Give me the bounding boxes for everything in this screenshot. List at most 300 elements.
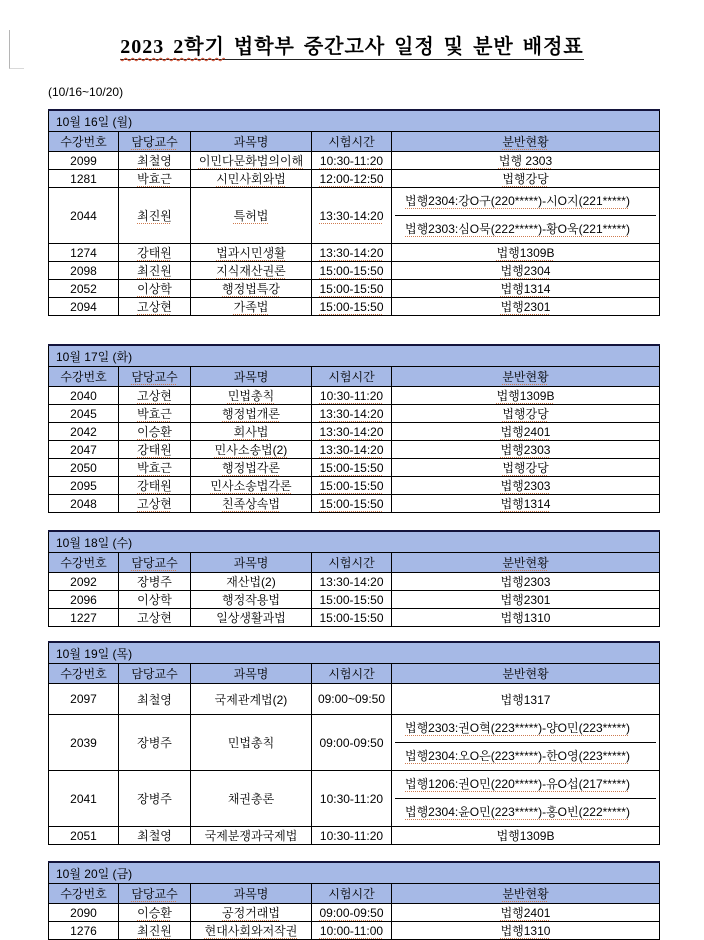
cell-subject [191,771,312,827]
column-header [392,884,660,904]
table-row [49,387,660,405]
table-row [49,609,660,627]
day-header-row [49,345,660,367]
day-header: 10월 16일 (월) [49,110,660,132]
title-year-term: 2023 2학기 [120,36,225,58]
cell-room-assignment [392,715,660,771]
column-header-label: 과목명 [233,667,269,681]
cell-professor [119,477,191,495]
cell-subject [191,459,312,477]
cell-professor [119,244,191,262]
column-header-row [49,884,660,904]
table-row [49,405,660,423]
cell-subject [191,609,312,627]
exam-time: 15:00-15:50 [319,460,384,475]
room-assignment-line [395,715,656,742]
subject-name: 국제분쟁과국제법 [204,829,298,843]
subject-name: 행정법특강 [222,282,280,296]
column-header [392,664,660,684]
professor-name: 최철영 [137,154,172,168]
column-header-label: 시험시간 [328,370,375,384]
column-header [119,132,191,152]
cell-course-code: 2041 [49,771,119,827]
cell-course-code: 2099 [49,152,119,170]
cell-professor [119,298,191,316]
cell-subject [191,405,312,423]
cell-course-code: 2050 [49,459,119,477]
subject-name: 이민다문화법의이해 [198,154,304,168]
cell-course-code: 1281 [49,170,119,188]
cell-room-assignment [392,298,660,316]
room-assignment-text: 법행2304 [500,264,551,278]
cell-professor [119,904,191,922]
column-header [312,884,392,904]
cell-exam-time [312,771,392,827]
title-rest: 법학부 중간고사 일정 및 분반 배정표 [224,36,584,58]
professor-name: 장병주 [137,575,172,589]
cell-room-assignment [392,244,660,262]
room-assignment-line [395,798,656,826]
cell-course-code: 2095 [49,477,119,495]
column-header [49,884,119,904]
cell-subject [191,827,312,845]
column-header [392,367,660,387]
day-header-row [49,642,660,664]
room-assignment-text: 법행2304:오O은(223*****)-한O영(223*****) [405,749,630,763]
cell-room-assignment [392,405,660,423]
cell-subject [191,573,312,591]
cell-exam-time [312,495,392,513]
cell-room-assignment [392,387,660,405]
exam-time: 13:30-14:20 [319,424,384,439]
room-assignment-text: 법행1314 [500,497,551,511]
document-page [0,30,704,938]
subject-name: 민사소송법(2) [214,443,288,457]
subject-name: 특허법 [233,209,269,223]
column-header-label: 시험시간 [328,556,375,570]
room-assignment-text: 법행 2303 [498,154,553,168]
room-assignment-text: 법행1314 [500,282,551,296]
cell-professor [119,922,191,940]
exam-time: 15:00-15:50 [319,610,384,625]
subject-name: 행정작용법 [222,593,280,607]
cell-course-code: 2045 [49,405,119,423]
exam-time: 15:00-15:50 [319,478,384,493]
cell-subject [191,715,312,771]
column-header [49,553,119,573]
cell-exam-time [312,298,392,316]
cell-room-assignment [392,495,660,513]
cell-course-code: 2097 [49,684,119,715]
exam-time: 10:30-11:20 [319,153,384,168]
exam-time: 10:30-11:20 [319,388,384,403]
subject-name: 가족법 [233,300,269,314]
table-row [49,715,660,771]
cell-professor [119,387,191,405]
table-row [49,244,660,262]
subject-name: 시민사회와법 [216,172,286,186]
cell-exam-time [312,609,392,627]
exam-table [48,861,660,940]
exam-time: 15:00-15:50 [319,263,384,278]
exam-time: 15:00-15:50 [319,592,384,607]
professor-name: 박효근 [137,407,172,421]
professor-name: 최진원 [137,924,172,938]
cell-subject [191,244,312,262]
cell-room-assignment [392,591,660,609]
room-assignment-text: 법행2303 [500,443,551,457]
exam-time: 10:30-11:20 [319,791,384,806]
professor-name: 이상학 [137,282,172,296]
cell-professor [119,495,191,513]
cell-exam-time [312,715,392,771]
exam-table [48,344,660,513]
room-assignment-text: 법행2303 [500,479,551,493]
cell-course-code: 1274 [49,244,119,262]
day-header-row [49,531,660,553]
cell-professor [119,405,191,423]
room-assignment-line [395,771,656,798]
table-row [49,170,660,188]
room-assignment-text: 법행1206:권O민(220*****)-유O섭(217*****) [405,777,630,791]
room-assignment-text: 법행강당 [502,407,549,421]
exam-time: 13:30-14:20 [319,574,384,589]
cell-subject [191,904,312,922]
cell-course-code: 2047 [49,441,119,459]
column-header-label: 수강번호 [60,370,107,384]
professor-name: 강태원 [137,443,172,457]
exam-time: 15:00-15:50 [319,496,384,511]
exam-time: 10:30-11:20 [319,828,384,843]
cell-room-assignment [392,573,660,591]
cell-room-assignment [392,684,660,715]
column-header [191,884,312,904]
cell-subject [191,280,312,298]
room-assignment-text: 법행1310 [500,924,551,938]
table-row [49,262,660,280]
table-row [49,280,660,298]
cell-subject [191,441,312,459]
column-header [312,664,392,684]
room-assignment-text: 법행1310 [500,611,551,625]
room-assignment-text: 법행강당 [502,172,549,186]
cell-exam-time [312,188,392,244]
professor-name: 이상학 [137,593,172,607]
cell-subject [191,922,312,940]
room-assignment-text: 법행2304:윤O민(223*****)-홍O빈(222*****) [405,805,630,819]
exam-tables-container [48,109,659,940]
column-header [119,884,191,904]
column-header [119,553,191,573]
cell-subject [191,591,312,609]
table-row [49,591,660,609]
cell-professor [119,591,191,609]
cell-course-code: 2040 [49,387,119,405]
cell-exam-time [312,170,392,188]
column-header-label: 담당교수 [131,135,178,149]
room-assignment-text: 법행2401 [500,425,551,439]
professor-name: 고상현 [137,300,172,314]
exam-time: 15:00-15:50 [319,299,384,314]
cell-professor [119,170,191,188]
table-row [49,922,660,940]
column-header-row [49,664,660,684]
day-header-row [49,862,660,884]
exam-time: 12:00-12:50 [319,171,384,186]
cell-room-assignment [392,827,660,845]
cell-professor [119,152,191,170]
subject-name: 행정법개론 [222,407,280,421]
date-range: (10/16~10/20) [48,85,124,99]
cell-room-assignment [392,904,660,922]
column-header-row [49,132,660,152]
cell-subject [191,152,312,170]
cell-course-code: 1276 [49,922,119,940]
exam-time: 13:30-14:20 [319,208,384,223]
subject-name: 친족상속법 [222,497,280,511]
cell-professor [119,188,191,244]
table-row [49,423,660,441]
table-row [49,495,660,513]
exam-time: 10:00-11:00 [319,923,384,938]
cell-exam-time [312,684,392,715]
cell-professor [119,715,191,771]
cell-professor [119,280,191,298]
cell-professor [119,684,191,715]
table-row [49,298,660,316]
cell-room-assignment [392,188,660,244]
cell-course-code: 2052 [49,280,119,298]
cell-subject [191,684,312,715]
room-assignment-line [395,742,656,770]
cell-exam-time [312,573,392,591]
professor-name: 박효근 [137,172,172,186]
column-header-row [49,367,660,387]
professor-name: 장병주 [137,736,172,750]
room-assignment-text: 법행2401 [500,906,551,920]
professor-name: 장병주 [137,792,172,806]
cell-professor [119,459,191,477]
professor-name: 고상현 [137,611,172,625]
room-assignment-text: 법행2303:권O혁(223*****)-양O민(223*****) [405,721,630,735]
column-header-label: 수강번호 [60,887,107,901]
professor-name: 최진원 [137,264,172,278]
page-corner-mark [9,30,24,69]
column-header [312,553,392,573]
column-header-label: 분반현황 [502,556,549,570]
column-header [191,553,312,573]
professor-name: 최철영 [137,692,172,707]
column-header-row [49,553,660,573]
cell-course-code: 2042 [49,423,119,441]
room-assignment-line [395,215,656,243]
cell-exam-time [312,441,392,459]
cell-exam-time [312,262,392,280]
professor-name: 최철영 [137,829,172,843]
day-header: 10월 18일 (수) [49,531,660,553]
room-assignment-text: 법행2301 [500,593,551,607]
table-row [49,684,660,715]
room-assignment-text: 법행2304:강O구(220*****)-시O지(221*****) [405,194,630,208]
room-assignment-text: 법행1317 [500,692,551,707]
table-row [49,771,660,827]
subject-name: 국제관계법(2) [214,692,288,707]
column-header-label: 분반현황 [502,887,549,901]
cell-room-assignment [392,423,660,441]
column-header [392,132,660,152]
cell-room-assignment [392,609,660,627]
column-header-label: 분반현황 [502,370,549,384]
exam-table [48,109,660,316]
professor-name: 이승환 [137,906,172,920]
column-header [119,367,191,387]
column-header [191,132,312,152]
cell-professor [119,423,191,441]
table-row [49,188,660,244]
cell-subject [191,423,312,441]
subject-name: 행정법각론 [222,461,280,475]
column-header [312,132,392,152]
day-header: 10월 19일 (목) [49,642,660,664]
cell-exam-time [312,477,392,495]
professor-name: 강태원 [137,479,172,493]
room-assignment-text: 법행1309B [496,829,555,843]
cell-professor [119,827,191,845]
cell-exam-time [312,280,392,298]
cell-course-code: 2048 [49,495,119,513]
cell-professor [119,771,191,827]
column-header [49,132,119,152]
cell-subject [191,387,312,405]
cell-subject [191,298,312,316]
cell-subject [191,477,312,495]
exam-time: 15:00-15:50 [319,281,384,296]
column-header-label: 담당교수 [131,667,178,681]
column-header-label: 수강번호 [60,556,107,570]
cell-course-code: 2094 [49,298,119,316]
room-assignment-text: 법행강당 [502,461,549,475]
subject-name: 현대사회와저작권 [204,924,298,938]
professor-name: 최진원 [137,209,172,223]
table-row [49,441,660,459]
column-header-label: 시험시간 [328,135,375,149]
cell-course-code: 2090 [49,904,119,922]
column-header-label: 과목명 [233,887,269,901]
subject-name: 회사법 [233,425,269,439]
cell-course-code: 1227 [49,609,119,627]
cell-exam-time [312,459,392,477]
room-assignment-text: 법행1309B [496,389,555,403]
cell-professor [119,441,191,459]
room-assignment-text: 법행2303:심O묵(222*****)-황O욱(221*****) [405,222,630,236]
column-header [119,664,191,684]
room-assignment-text: 법행1309B [496,246,555,260]
column-header [191,367,312,387]
cell-exam-time [312,827,392,845]
column-header [49,664,119,684]
exam-table [48,530,660,627]
room-assignment-line [395,188,656,215]
column-header-label: 담당교수 [131,887,178,901]
cell-room-assignment [392,152,660,170]
professor-name: 이승환 [137,425,172,439]
exam-table [48,641,660,845]
cell-subject [191,170,312,188]
table-row [49,477,660,495]
subject-name: 일상생활과법 [216,611,286,625]
cell-subject [191,262,312,280]
cell-exam-time [312,387,392,405]
cell-room-assignment [392,477,660,495]
room-assignment-text: 법행2301 [500,300,551,314]
cell-exam-time [312,152,392,170]
column-header-label: 분반현황 [502,667,549,681]
column-header-label: 과목명 [233,556,269,570]
table-row [49,827,660,845]
cell-exam-time [312,922,392,940]
cell-subject [191,188,312,244]
column-header [392,553,660,573]
day-header-row [49,110,660,132]
cell-course-code: 2051 [49,827,119,845]
exam-time: 09:00-09:50 [319,905,384,920]
subject-name: 법과시민생활 [216,246,286,260]
cell-course-code: 2092 [49,573,119,591]
cell-professor [119,609,191,627]
cell-room-assignment [392,262,660,280]
subject-name: 지식재산권론 [216,264,286,278]
professor-name: 고상현 [137,389,172,403]
exam-time: 09:00~09:50 [317,692,386,706]
table-row [49,573,660,591]
cell-room-assignment [392,771,660,827]
column-header-label: 시험시간 [328,887,375,901]
column-header [191,664,312,684]
cell-room-assignment [392,922,660,940]
column-header-label: 수강번호 [60,667,107,681]
column-header-label: 시험시간 [328,667,375,681]
subject-name: 민사소송법각론 [210,479,292,493]
column-header-label: 분반현황 [502,135,549,149]
exam-time: 13:30-14:20 [319,406,384,421]
room-assignment-text: 법행2303 [500,575,551,589]
cell-course-code: 2039 [49,715,119,771]
subject-name: 민법총칙 [227,736,275,750]
cell-room-assignment [392,459,660,477]
table-row [49,459,660,477]
day-header: 10월 17일 (화) [49,345,660,367]
subject-name: 민법총칙 [227,389,275,403]
cell-course-code: 2096 [49,591,119,609]
column-header-label: 담당교수 [131,370,178,384]
column-header-label: 담당교수 [131,556,178,570]
cell-professor [119,262,191,280]
table-row [49,904,660,922]
professor-name: 박효근 [137,461,172,475]
column-header-label: 과목명 [233,370,269,384]
column-header-label: 과목명 [233,135,269,149]
cell-exam-time [312,904,392,922]
column-header-label: 수강번호 [60,135,107,149]
cell-room-assignment [392,280,660,298]
page-title [60,30,644,59]
cell-room-assignment [392,441,660,459]
exam-time: 13:30-14:20 [319,245,384,260]
column-header [49,367,119,387]
cell-course-code: 2044 [49,188,119,244]
exam-time: 13:30-14:20 [319,442,384,457]
day-header: 10월 20일 (금) [49,862,660,884]
